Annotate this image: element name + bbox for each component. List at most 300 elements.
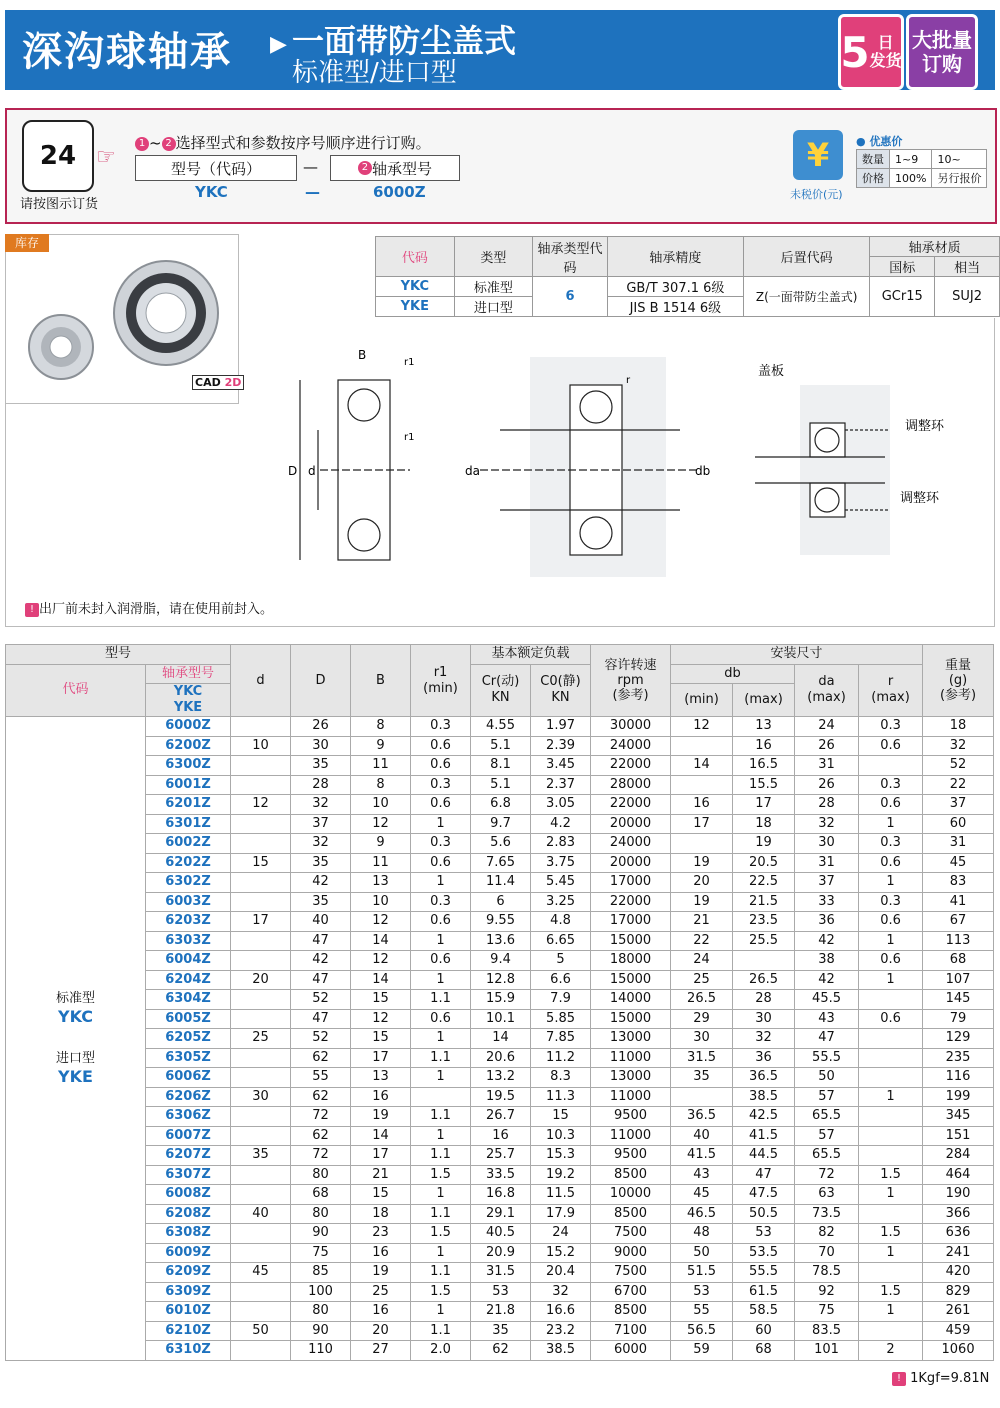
table-cell: 9.7 <box>471 814 531 834</box>
table-cell <box>231 1126 291 1146</box>
table-cell <box>231 931 291 951</box>
table-cell: 83.5 <box>795 1321 859 1341</box>
table-cell: 0.6 <box>859 736 923 756</box>
phone-24-icon: 24 <box>22 120 94 192</box>
table-cell: 9 <box>351 736 411 756</box>
table-cell: 83 <box>923 873 994 893</box>
table-cell: 0.3 <box>411 892 471 912</box>
table-cell: 16 <box>471 1126 531 1146</box>
table-row <box>6 1185 994 1205</box>
svg-text:调整环: 调整环 <box>900 491 940 506</box>
table-cell: 7500 <box>591 1224 671 1244</box>
table-cell: 43 <box>795 1009 859 1029</box>
table-row <box>6 1282 994 1302</box>
table-cell: 6000 <box>591 1341 671 1361</box>
table-cell: 35 <box>471 1321 531 1341</box>
table-cell <box>733 951 795 971</box>
bearing-model-cell: 6207Z <box>146 1146 231 1166</box>
table-cell: 24 <box>795 717 859 737</box>
table-row <box>6 756 994 776</box>
price-table: 数量 1~9 10~ 价格 100% 另行报价 <box>856 149 987 188</box>
table-cell <box>231 1165 291 1185</box>
bearing-model-cell: 6002Z <box>146 834 231 854</box>
table-cell: 110 <box>291 1341 351 1361</box>
table-cell: 1.1 <box>411 1204 471 1224</box>
table-cell: 19 <box>351 1263 411 1283</box>
table-cell: 90 <box>291 1321 351 1341</box>
table-cell <box>231 1009 291 1029</box>
table-cell: 18000 <box>591 951 671 971</box>
table-cell: 21.5 <box>733 892 795 912</box>
table-cell: 9.4 <box>471 951 531 971</box>
table-cell <box>231 1243 291 1263</box>
table-cell: 17000 <box>591 912 671 932</box>
table-cell: 70 <box>795 1243 859 1263</box>
bearing-model-cell: 6203Z <box>146 912 231 932</box>
table-cell: 345 <box>923 1107 994 1127</box>
table-cell: 42.5 <box>733 1107 795 1127</box>
table-cell <box>231 951 291 971</box>
table-cell: 22000 <box>591 795 671 815</box>
table-cell: 48 <box>671 1224 733 1244</box>
discount-price-title: ● 优惠价 <box>856 135 903 148</box>
table-cell: 6.8 <box>471 795 531 815</box>
bearing-model-cell: 6202Z <box>146 853 231 873</box>
table-cell: 12 <box>351 951 411 971</box>
table-cell: 33.5 <box>471 1165 531 1185</box>
table-cell: 80 <box>291 1165 351 1185</box>
table-cell: 1.5 <box>411 1224 471 1244</box>
bearing-model-cell: 6206Z <box>146 1087 231 1107</box>
table-cell: 9500 <box>591 1107 671 1127</box>
table-cell: 53 <box>671 1282 733 1302</box>
table-row <box>6 951 994 971</box>
table-cell <box>859 1029 923 1049</box>
bearing-model-cell: 6000Z <box>146 717 231 737</box>
table-cell: 72 <box>291 1146 351 1166</box>
table-cell: 13000 <box>591 1068 671 1088</box>
table-cell: 80 <box>291 1302 351 1322</box>
table-cell: 35 <box>231 1146 291 1166</box>
table-cell: 0.6 <box>411 795 471 815</box>
table-cell <box>859 1321 923 1341</box>
table-cell: 2.39 <box>531 736 591 756</box>
table-cell: 15.3 <box>531 1146 591 1166</box>
table-cell: 30 <box>671 1029 733 1049</box>
table-cell: 15000 <box>591 931 671 951</box>
table-cell: 12 <box>671 717 733 737</box>
table-cell: 113 <box>923 931 994 951</box>
table-cell: 28000 <box>591 775 671 795</box>
table-cell: 42 <box>291 951 351 971</box>
table-cell: 100 <box>291 1282 351 1302</box>
table-cell <box>231 1282 291 1302</box>
price-caption: 未税价(元) <box>790 188 843 201</box>
table-cell: 11000 <box>591 1048 671 1068</box>
table-cell: 20000 <box>591 853 671 873</box>
table-cell: 3.25 <box>531 892 591 912</box>
table-cell: 72 <box>291 1107 351 1127</box>
table-cell: 0.3 <box>411 775 471 795</box>
table-cell: 57 <box>795 1126 859 1146</box>
table-cell: 25 <box>231 1029 291 1049</box>
table-cell: 1.5 <box>859 1224 923 1244</box>
table-cell: 145 <box>923 990 994 1010</box>
table-cell: 7.85 <box>531 1029 591 1049</box>
table-row <box>6 1029 994 1049</box>
table-cell: 1.1 <box>411 1107 471 1127</box>
table-cell: 20.4 <box>531 1263 591 1283</box>
bearing-model-cell: 6300Z <box>146 756 231 776</box>
table-cell <box>231 892 291 912</box>
table-cell: 10 <box>351 892 411 912</box>
table-cell: 16 <box>351 1087 411 1107</box>
table-cell <box>231 1302 291 1322</box>
table-cell: 36.5 <box>733 1068 795 1088</box>
table-cell: 0.6 <box>411 736 471 756</box>
table-row <box>6 912 994 932</box>
table-cell: 7100 <box>591 1321 671 1341</box>
bearing-model-cell: 6200Z <box>146 736 231 756</box>
bearing-model-cell: 6307Z <box>146 1165 231 1185</box>
table-cell: 40 <box>671 1126 733 1146</box>
delivery-days-text: 日 发货 <box>869 33 902 70</box>
table-cell: 32 <box>733 1029 795 1049</box>
table-cell: 16 <box>671 795 733 815</box>
table-cell: 23.5 <box>733 912 795 932</box>
table-cell: 16 <box>351 1243 411 1263</box>
table-cell: 32 <box>291 834 351 854</box>
order-field-dash: — <box>303 158 318 176</box>
table-cell <box>231 1185 291 1205</box>
table-cell: 1 <box>411 1243 471 1263</box>
table-cell: 61.5 <box>733 1282 795 1302</box>
table-cell: 47.5 <box>733 1185 795 1205</box>
table-cell <box>859 990 923 1010</box>
table-cell: 32 <box>923 736 994 756</box>
table-cell: 1.5 <box>859 1282 923 1302</box>
table-cell: 59 <box>671 1341 733 1361</box>
table-cell: 16.8 <box>471 1185 531 1205</box>
table-cell: 19 <box>671 892 733 912</box>
table-cell: 18 <box>733 814 795 834</box>
table-cell: 22 <box>923 775 994 795</box>
table-cell: 0.3 <box>859 834 923 854</box>
table-cell: 55 <box>671 1302 733 1322</box>
bearing-model-cell: 6302Z <box>146 873 231 893</box>
table-cell: 31.5 <box>471 1263 531 1283</box>
table-cell: 13.6 <box>471 931 531 951</box>
table-cell: 636 <box>923 1224 994 1244</box>
page-subtitle: 一面带防尘盖式 <box>292 22 517 60</box>
table-cell: 15 <box>351 990 411 1010</box>
table-cell: 8500 <box>591 1302 671 1322</box>
table-cell: 15 <box>351 1029 411 1049</box>
table-cell: 14 <box>351 1126 411 1146</box>
table-cell: 24 <box>671 951 733 971</box>
table-cell: 20 <box>231 970 291 990</box>
table-row <box>6 1341 994 1361</box>
title-arrow-icon: ▶ <box>270 32 287 57</box>
table-cell: 1 <box>859 1087 923 1107</box>
table-cell: 24000 <box>591 834 671 854</box>
table-cell: 4.8 <box>531 912 591 932</box>
delivery-days-badge <box>838 14 904 90</box>
table-cell <box>859 1263 923 1283</box>
table-cell: 55.5 <box>795 1048 859 1068</box>
table-cell: 17 <box>231 912 291 932</box>
table-cell: 5.1 <box>471 775 531 795</box>
table-cell: 32 <box>795 814 859 834</box>
svg-text:调整环: 调整环 <box>905 419 945 434</box>
table-cell: 35 <box>291 892 351 912</box>
table-cell: 3.05 <box>531 795 591 815</box>
table-cell: 1 <box>411 1185 471 1205</box>
table-cell: 50 <box>671 1243 733 1263</box>
table-cell: 1 <box>411 970 471 990</box>
table-cell: 13 <box>733 717 795 737</box>
table-cell: 12 <box>351 814 411 834</box>
table-cell: 55.5 <box>733 1263 795 1283</box>
table-cell: 37 <box>923 795 994 815</box>
table-row <box>6 853 994 873</box>
bearing-model-cell: 6208Z <box>146 1204 231 1224</box>
table-row <box>6 736 994 756</box>
table-cell: 60 <box>733 1321 795 1341</box>
table-cell: 50 <box>231 1321 291 1341</box>
table-cell: 13 <box>351 1068 411 1088</box>
table-cell: 12.8 <box>471 970 531 990</box>
bulk-order-badge: 大批量 订购 <box>906 14 978 90</box>
table-cell: 5 <box>531 951 591 971</box>
table-cell: 19 <box>671 853 733 873</box>
table-cell: 8500 <box>591 1204 671 1224</box>
table-cell: 31.5 <box>671 1048 733 1068</box>
table-cell: 31 <box>923 834 994 854</box>
table-cell: 11 <box>351 756 411 776</box>
table-cell: 15.5 <box>733 775 795 795</box>
table-cell: 464 <box>923 1165 994 1185</box>
table-cell: 8 <box>351 717 411 737</box>
table-cell: 42 <box>291 873 351 893</box>
table-cell: 1 <box>411 931 471 951</box>
table-row <box>6 1165 994 1185</box>
table-cell: 15 <box>531 1107 591 1127</box>
table-cell: 829 <box>923 1282 994 1302</box>
lubrication-note: ! 出厂前未封入润滑脂，请在使用前封入。 <box>25 598 273 617</box>
table-cell: 11000 <box>591 1126 671 1146</box>
table-cell: 78.5 <box>795 1263 859 1283</box>
note-icon: ! <box>892 1372 906 1386</box>
table-cell: 85 <box>291 1263 351 1283</box>
table-cell: 17 <box>351 1048 411 1068</box>
bearing-model-cell: 6310Z <box>146 1341 231 1361</box>
bearing-model-cell: 6008Z <box>146 1185 231 1205</box>
table-cell <box>231 834 291 854</box>
table-cell <box>859 1204 923 1224</box>
table-cell <box>231 990 291 1010</box>
table-cell <box>231 1107 291 1127</box>
table-cell: 38 <box>795 951 859 971</box>
table-cell: 5.1 <box>471 736 531 756</box>
bearing-model-cell: 6304Z <box>146 990 231 1010</box>
table-cell: 1 <box>859 1243 923 1263</box>
order-field-model: 2 轴承型号 <box>330 155 460 181</box>
table-cell: 68 <box>923 951 994 971</box>
table-cell: 1 <box>411 814 471 834</box>
table-row <box>6 1146 994 1166</box>
table-cell: 15000 <box>591 1009 671 1029</box>
table-cell: 0.3 <box>859 892 923 912</box>
table-cell <box>231 873 291 893</box>
table-cell: 2 <box>859 1341 923 1361</box>
table-cell: 20 <box>351 1321 411 1341</box>
table-cell: 5.6 <box>471 834 531 854</box>
table-cell: 1.1 <box>411 990 471 1010</box>
table-cell <box>859 1048 923 1068</box>
table-cell: 0.6 <box>859 912 923 932</box>
table-row <box>6 970 994 990</box>
table-cell: 24000 <box>591 736 671 756</box>
table-cell <box>671 834 733 854</box>
order-guide-caption: 请按图示订货 <box>20 197 99 212</box>
table-cell: 1 <box>411 1126 471 1146</box>
table-row <box>6 1087 994 1107</box>
table-row <box>6 1224 994 1244</box>
svg-text:盖板: 盖板 <box>758 364 785 379</box>
table-cell: 0.6 <box>411 1009 471 1029</box>
cad-badge[interactable]: CAD 2D <box>192 375 244 390</box>
table-cell: 30000 <box>591 717 671 737</box>
table-cell: 26 <box>795 775 859 795</box>
svg-text:r1: r1 <box>404 432 415 443</box>
table-cell <box>671 775 733 795</box>
table-cell: 16 <box>351 1302 411 1322</box>
table-cell: 26.7 <box>471 1107 531 1127</box>
table-cell: 30 <box>795 834 859 854</box>
table-cell: 1 <box>411 873 471 893</box>
table-cell: 80 <box>291 1204 351 1224</box>
table-cell: 0.6 <box>411 853 471 873</box>
table-cell: 1 <box>859 931 923 951</box>
table-cell: 38.5 <box>531 1341 591 1361</box>
table-cell: 12 <box>351 912 411 932</box>
table-cell: 20 <box>671 873 733 893</box>
table-cell: 366 <box>923 1204 994 1224</box>
table-cell: 35 <box>291 756 351 776</box>
table-cell: 5.45 <box>531 873 591 893</box>
table-cell: 75 <box>291 1243 351 1263</box>
table-cell: 1.1 <box>411 1048 471 1068</box>
table-cell: 129 <box>923 1029 994 1049</box>
table-cell: 9.55 <box>471 912 531 932</box>
table-cell: 241 <box>923 1243 994 1263</box>
bearing-model-cell: 6301Z <box>146 814 231 834</box>
spec-table: 代码 类型 轴承类型代码 轴承精度 后置代码 轴承材质 国标 相当 YKC 标准型 6 GB/T 307.1 6级 Z(一面带防尘盖式) GCr15 SUJ2 YKE 进口型 JIS B 1514 6级 <box>375 236 1000 317</box>
table-cell: 9 <box>351 834 411 854</box>
table-cell: 27 <box>351 1341 411 1361</box>
table-cell <box>231 1048 291 1068</box>
bearing-model-cell: 6209Z <box>146 1263 231 1283</box>
table-cell: 6 <box>471 892 531 912</box>
table-cell <box>411 1087 471 1107</box>
table-cell: 62 <box>471 1341 531 1361</box>
table-cell: 15.2 <box>531 1243 591 1263</box>
table-cell: 30 <box>291 736 351 756</box>
table-cell: 22.5 <box>733 873 795 893</box>
table-cell: 420 <box>923 1263 994 1283</box>
table-cell: 0.3 <box>411 717 471 737</box>
table-cell: 1060 <box>923 1341 994 1361</box>
table-cell: 8 <box>351 775 411 795</box>
table-row <box>6 1048 994 1068</box>
table-cell: 20.5 <box>733 853 795 873</box>
table-cell: 199 <box>923 1087 994 1107</box>
table-cell: 0.6 <box>411 912 471 932</box>
table-cell: 17 <box>351 1146 411 1166</box>
table-cell: 2.0 <box>411 1341 471 1361</box>
table-cell: 19 <box>351 1107 411 1127</box>
table-cell: 14000 <box>591 990 671 1010</box>
table-cell: 1.5 <box>859 1165 923 1185</box>
table-cell: 8.1 <box>471 756 531 776</box>
pointing-hand-icon: ☞ <box>96 145 116 170</box>
table-cell: 29 <box>671 1009 733 1029</box>
table-cell: 36 <box>795 912 859 932</box>
table-row <box>6 814 994 834</box>
table-cell: 72 <box>795 1165 859 1185</box>
table-cell <box>671 736 733 756</box>
table-cell: 0.6 <box>859 795 923 815</box>
table-cell: 58.5 <box>733 1302 795 1322</box>
table-cell: 51.5 <box>671 1263 733 1283</box>
table-cell: 10.3 <box>531 1126 591 1146</box>
table-cell <box>859 1068 923 1088</box>
table-cell: 36.5 <box>671 1107 733 1127</box>
note-icon: ! <box>25 603 39 617</box>
order-instruction: 1 ~ 2 选择型式和参数按序号顺序进行订购。 <box>135 132 431 153</box>
table-cell: 1.97 <box>531 717 591 737</box>
table-cell: 44.5 <box>733 1146 795 1166</box>
table-cell: 11 <box>351 853 411 873</box>
bearing-model-cell: 6004Z <box>146 951 231 971</box>
table-row <box>6 1321 994 1341</box>
bearing-model-cell: 6210Z <box>146 1321 231 1341</box>
table-row <box>6 1243 994 1263</box>
table-row <box>6 775 994 795</box>
table-cell: 2.83 <box>531 834 591 854</box>
svg-text:d: d <box>308 464 316 478</box>
svg-text:da: da <box>465 464 480 478</box>
bearing-model-cell: 6308Z <box>146 1224 231 1244</box>
table-row <box>6 834 994 854</box>
table-cell: 19.2 <box>531 1165 591 1185</box>
table-cell: 12 <box>351 1009 411 1029</box>
table-cell: 4.55 <box>471 717 531 737</box>
table-cell: 45 <box>923 853 994 873</box>
table-cell <box>231 756 291 776</box>
table-cell: 235 <box>923 1048 994 1068</box>
table-cell: 25 <box>671 970 733 990</box>
table-cell: 47 <box>795 1029 859 1049</box>
table-cell: 1 <box>859 873 923 893</box>
table-cell: 37 <box>291 814 351 834</box>
table-cell: 20000 <box>591 814 671 834</box>
bearing-model-cell: 6306Z <box>146 1107 231 1127</box>
table-cell: 21 <box>671 912 733 932</box>
example-code: YKC <box>195 183 228 201</box>
table-cell <box>231 1068 291 1088</box>
